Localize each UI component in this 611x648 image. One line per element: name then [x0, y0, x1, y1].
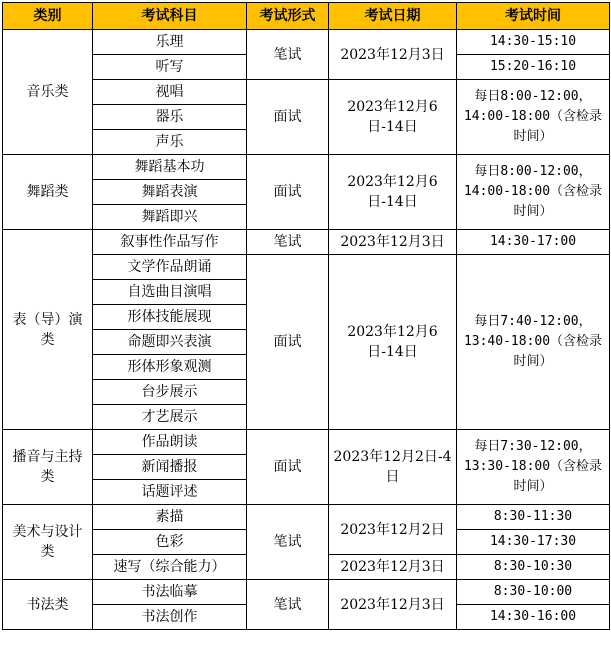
subject-cell: 舞蹈表演 [93, 180, 247, 205]
subject-cell: 色彩 [93, 530, 247, 555]
header-category: 类别 [3, 3, 93, 30]
table-row [3, 430, 610, 455]
subject-cell: 叙事性作品写作 [93, 230, 247, 255]
time-cell: 8:30-11:30 [457, 505, 610, 530]
subject-cell: 视唱 [93, 80, 247, 105]
time-cell: 14:30-17:30 [457, 530, 610, 555]
table-row [3, 505, 610, 530]
exam-schedule-table [2, 2, 610, 630]
time-cell: 15:20-16:10 [457, 55, 610, 80]
table-row [3, 230, 610, 255]
category-art: 美术与设计类 [3, 505, 93, 580]
subject-cell: 命题即兴表演 [93, 330, 247, 355]
subject-cell: 话题评述 [93, 480, 247, 505]
category-performance: 表（导）演类 [3, 230, 93, 430]
subject-cell: 文学作品朗诵 [93, 255, 247, 280]
date-cell: 2023年12月2日-4日 [329, 430, 457, 505]
subject-cell: 素描 [93, 505, 247, 530]
time-cell: 每日7:30-12:00，13:30-18:00（含检录时间） [457, 430, 610, 505]
subject-cell: 书法临摹 [93, 580, 247, 605]
table-row [3, 255, 610, 280]
date-cell: 2023年12月6日-14日 [329, 255, 457, 430]
header-time: 考试时间 [457, 3, 610, 30]
time-cell: 14:30-17:00 [457, 230, 610, 255]
time-cell: 8:30-10:30 [457, 555, 610, 580]
form-cell: 笔试 [247, 30, 329, 80]
time-cell: 8:30-10:00 [457, 580, 610, 605]
header-subject: 考试科目 [93, 3, 247, 30]
time-cell: 每日8:00-12:00，14:00-18:00（含检录时间） [457, 80, 610, 155]
form-cell: 面试 [247, 155, 329, 230]
subject-cell: 自选曲目演唱 [93, 280, 247, 305]
date-cell: 2023年12月6日-14日 [329, 80, 457, 155]
subject-cell: 舞蹈即兴 [93, 205, 247, 230]
time-cell: 14:30-15:10 [457, 30, 610, 55]
subject-cell: 速写（综合能力） [93, 555, 247, 580]
time-cell: 每日8:00-12:00，14:00-18:00（含检录时间） [457, 155, 610, 230]
date-cell: 2023年12月3日 [329, 30, 457, 80]
subject-cell: 新闻播报 [93, 455, 247, 480]
subject-cell: 舞蹈基本功 [93, 155, 247, 180]
form-cell: 面试 [247, 430, 329, 505]
form-cell: 面试 [247, 255, 329, 430]
time-cell: 14:30-16:00 [457, 605, 610, 630]
category-broadcast: 播音与主持类 [3, 430, 93, 505]
subject-cell: 作品朗读 [93, 430, 247, 455]
table-row [3, 30, 610, 55]
subject-cell: 台步展示 [93, 380, 247, 405]
date-cell: 2023年12月6日-14日 [329, 155, 457, 230]
category-music: 音乐类 [3, 30, 93, 155]
category-calligraphy: 书法类 [3, 580, 93, 630]
subject-cell: 声乐 [93, 130, 247, 155]
header-date: 考试日期 [329, 3, 457, 30]
header-form: 考试形式 [247, 3, 329, 30]
subject-cell: 形体技能展现 [93, 305, 247, 330]
subject-cell: 器乐 [93, 105, 247, 130]
form-cell: 笔试 [247, 505, 329, 580]
header-row [3, 3, 610, 30]
date-cell: 2023年12月3日 [329, 555, 457, 580]
subject-cell: 乐理 [93, 30, 247, 55]
date-cell: 2023年12月3日 [329, 230, 457, 255]
subject-cell: 才艺展示 [93, 405, 247, 430]
form-cell: 面试 [247, 80, 329, 155]
time-cell: 每日7:40-12:00，13:40-18:00（含检录时间） [457, 255, 610, 430]
table-row [3, 580, 610, 605]
form-cell: 笔试 [247, 230, 329, 255]
table-row [3, 155, 610, 180]
form-cell: 笔试 [247, 580, 329, 630]
subject-cell: 书法创作 [93, 605, 247, 630]
category-dance: 舞蹈类 [3, 155, 93, 230]
subject-cell: 形体形象观测 [93, 355, 247, 380]
subject-cell: 听写 [93, 55, 247, 80]
table-row [3, 80, 610, 105]
date-cell: 2023年12月3日 [329, 580, 457, 630]
date-cell: 2023年12月2日 [329, 505, 457, 555]
